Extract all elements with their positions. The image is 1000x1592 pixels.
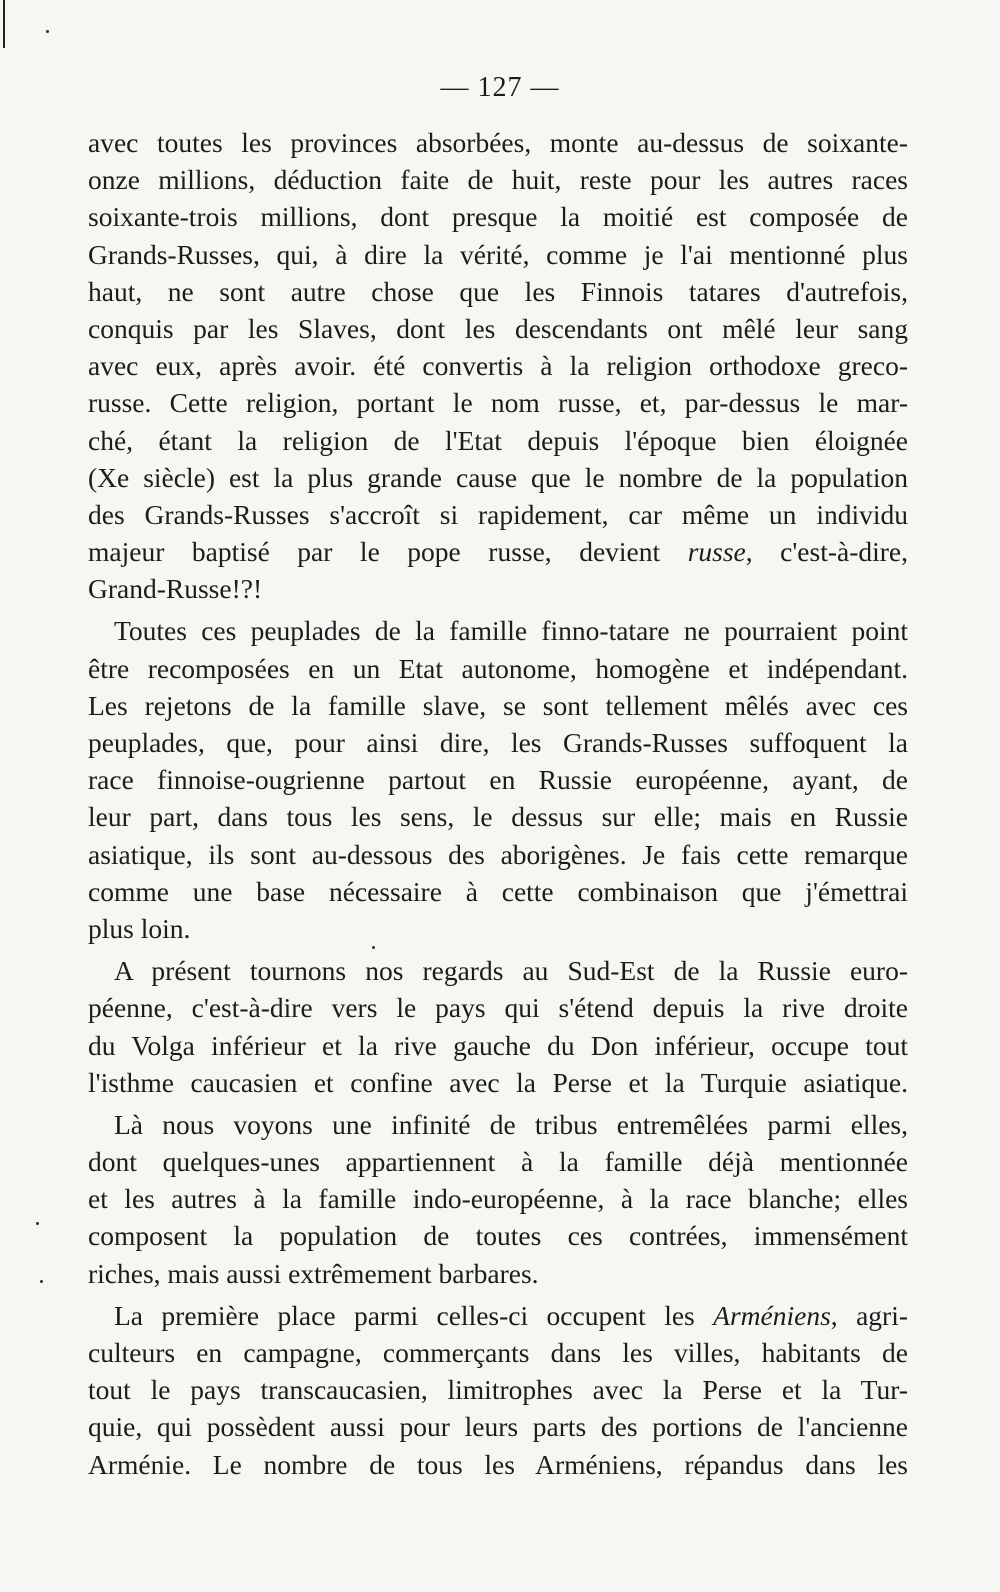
scan-speck — [372, 946, 375, 949]
text-line: avec eux, après avoir. été convertis à la religion orthodoxe greco- — [88, 350, 908, 382]
text-line: Grands-Russes, qui, à dire la vérité, comme je l'ai mentionné plus — [88, 238, 908, 270]
paragraph-5 — [88, 1297, 908, 1483]
text-line: russe. Cette religion, portant le nom russe, et, par-dessus le mar- — [88, 387, 908, 419]
paragraph-4 — [88, 1106, 908, 1292]
text-line: culteurs en campagne, commerçants dans les villes, habitants de — [88, 1337, 908, 1368]
text-line: Grand-Russe!?! — [88, 573, 263, 605]
text-line: asiatique, ils sont au-dessous des aborigènes. Je fais cette remarque — [88, 838, 908, 870]
body-text — [88, 124, 908, 1483]
text-line: race finnoise-ougrienne partout en Russie européenne, ayant, de — [88, 764, 908, 796]
text-line: dont quelques-unes appartiennent à la famille déjà mentionnée — [88, 1146, 908, 1178]
text-line: soixante-trois millions, dont presque la moitié est composée de — [88, 201, 908, 233]
text-line-with-italic: La première place parmi celles-ci occupent les Arméniens, agri- — [114, 1299, 908, 1331]
text-line: conquis par les Slaves, dont les descendants ont mêlé leur sang — [88, 312, 908, 344]
text-line: être recomposées en un Etat autonome, homogène et indépendant. — [88, 652, 908, 684]
scan-speck — [36, 1222, 39, 1225]
text-line: des Grands-Russes s'accroît si rapidement, car même un individu — [88, 498, 908, 530]
text-line: A présent tournons nos regards au Sud-Est de la Russie euro- — [114, 955, 908, 987]
text-line: Là nous voyons une infinité de tribus entremêlées parmi elles, — [114, 1108, 908, 1140]
paragraph-1 — [88, 124, 908, 607]
text-line: (Xe siècle) est la plus grande cause que le nombre de la population — [88, 461, 908, 493]
page-number: — 127 — — [440, 72, 560, 103]
text-line-with-italic: majeur baptisé par le pope russe, devient russe, c'est-à-dire, — [88, 536, 908, 568]
text-line: haut, ne sont autre chose que les Finnois tatares d'autrefois, — [88, 275, 908, 307]
paragraph-2 — [88, 612, 908, 947]
text-line: riches, mais aussi extrêmement barbares. — [88, 1257, 539, 1289]
text-line: onze millions, déduction faite de huit, reste pour les autres races — [88, 164, 908, 196]
text-line: Les rejetons de la famille slave, se sont tellement mêlés avec ces — [88, 689, 908, 721]
text-line: du Volga inférieur et la rive gauche du Don inférieur, occupe tout — [88, 1029, 908, 1061]
text-line: l'isthme caucasien et confine avec la Perse et la Turquie asiatique. — [88, 1066, 908, 1098]
text-line: avec toutes les provinces absorbées, monte au-dessus de soixante- — [88, 127, 908, 158]
scan-speck — [40, 1280, 43, 1283]
text-line: plus loin. — [88, 912, 191, 944]
text-line: comme une base nécessaire à cette combinaison que j'émettrai — [88, 875, 908, 907]
text-line: Toutes ces peuplades de la famille finno-tatare ne pourraient point — [114, 615, 908, 647]
text-line: composent la population de toutes ces contrées, immensément — [88, 1220, 908, 1252]
text-line: tout le pays transcaucasien, limitrophes avec la Perse et la Tur- — [88, 1374, 908, 1406]
paragraph-3 — [88, 952, 908, 1101]
text-line: ché, étant la religion de l'Etat depuis l'époque bien éloignée — [88, 424, 908, 456]
text-line: leur part, dans tous les sens, le dessus sur elle; mais en Russie — [88, 801, 908, 833]
text-line: et les autres à la famille indo-européenne, à la race blanche; elles — [88, 1183, 908, 1215]
text-line: quie, qui possèdent aussi pour leurs parts des portions de l'ancienne — [88, 1411, 908, 1443]
text-line: Arménie. Le nombre de tous les Arméniens, répandus dans les — [88, 1448, 908, 1480]
scan-speck — [46, 30, 49, 33]
text-line: peuplades, que, pour ainsi dire, les Grands-Russes suffoquent la — [88, 727, 908, 758]
text-line: péenne, c'est-à-dire vers le pays qui s'étend depuis la rive droite — [88, 992, 908, 1024]
page-edge-mark — [3, 0, 5, 48]
